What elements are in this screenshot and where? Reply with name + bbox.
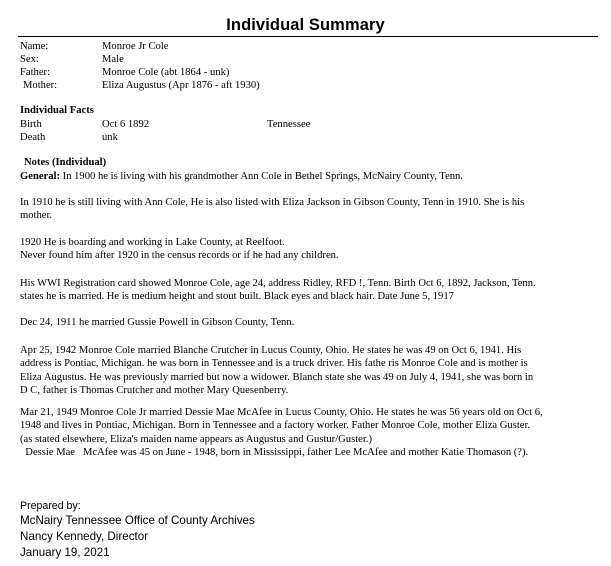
note-line: Eliza Augustus. He was previously married but now a widower. Blanch state she was 49 on July 4, 1941, she was born in bbox=[20, 371, 534, 383]
note-line: mother. bbox=[20, 210, 53, 222]
sex-value: Male bbox=[102, 54, 124, 65]
note-line: states he is married. He is medium height and stout built. Black eyes and black hair. Date June 5, 1917 bbox=[20, 291, 454, 303]
birth-row bbox=[0, 118, 611, 132]
note-line: address is Pontiac, Michigan. he was born in Tennessee and is a truck driver. His fathe ris Monroe Cole and is mother is bbox=[20, 358, 528, 370]
note-1911-marriage bbox=[20, 316, 592, 329]
note-line: Dessie Mae McAfee was 45 on June - 1948, born in Mississippi, father Lee McAfee and mother Katie Thomason (?). bbox=[20, 447, 529, 459]
note-1920 bbox=[20, 236, 592, 263]
birth-date: Oct 6 1892 bbox=[102, 119, 150, 130]
note-line: 1920 He is boarding and working in Lake County, at Reelfoot. bbox=[20, 237, 285, 248]
note-line: Apr 25, 1942 Monroe Cole married Blanche Crutcher in Lucus County, Ohio. He states he was 49 on Oct 6, 1941. His bbox=[20, 345, 522, 356]
father-value: Monroe Cole (abt 1864 - unk) bbox=[102, 67, 230, 78]
note-text: In 1900 he is living with his grandmother Ann Cole in Bethel Springs, McNairy County, Tenn. bbox=[60, 171, 463, 182]
birth-label: Birth bbox=[20, 119, 42, 130]
father-row bbox=[0, 66, 611, 80]
mother-label: Mother: bbox=[23, 80, 58, 91]
note-line: Dec 24, 1911 he married Gussie Powell in Gibson County, Tenn. bbox=[20, 317, 295, 328]
general-label: General: bbox=[20, 171, 61, 182]
name-row bbox=[0, 40, 611, 54]
father-label: Father: bbox=[20, 67, 51, 78]
notes-heading: Notes (Individual) bbox=[24, 157, 107, 168]
note-general bbox=[20, 170, 592, 183]
prepared-by-label: Prepared by: bbox=[20, 500, 81, 512]
sex-row bbox=[0, 53, 611, 67]
sex-label: Sex: bbox=[20, 54, 39, 65]
title-underline bbox=[18, 36, 598, 37]
note-1942-marriage bbox=[20, 344, 592, 398]
birth-place: Tennessee bbox=[267, 119, 311, 130]
note-line: Mar 21, 1949 Monroe Cole Jr married Dessie Mae McAfee in Lucus County, Ohio. He states he was 56 years old on Oct 6, bbox=[20, 407, 543, 418]
name-value: Monroe Jr Cole bbox=[102, 41, 169, 52]
note-line: (as stated elsewhere, Eliza's maiden name appears as Augustus and Gustur/Guster.) bbox=[20, 433, 372, 445]
note-line bbox=[20, 170, 592, 183]
death-date: unk bbox=[102, 132, 118, 143]
note-1949-marriage bbox=[20, 406, 592, 460]
office-name: McNairy Tennessee Office of County Archives bbox=[20, 514, 255, 527]
note-line: D C, father is Thomas Crutcher and mother Mary Quesenberry. bbox=[20, 385, 289, 397]
name-label: Name: bbox=[20, 41, 49, 52]
note-line: His WWI Registration card showed Monroe Cole, age 24, address Ridley, RFD !, Tenn. Birth Oct 6, 1892, Jackson, Tenn. bbox=[20, 278, 536, 289]
prepared-date: January 19, 2021 bbox=[20, 546, 110, 559]
mother-value: Eliza Augustus (Apr 1876 - aft 1930) bbox=[102, 80, 260, 91]
death-label: Death bbox=[20, 132, 46, 143]
note-line: 1948 and lives in Pontiac, Michigan. Born in Tennessee and a factory worker. Father Monroe Cole, mother Eliza Guster. bbox=[20, 420, 531, 432]
death-row bbox=[0, 131, 611, 145]
note-line: Never found him after 1920 in the census records or if he had any children. bbox=[20, 250, 339, 262]
mother-row bbox=[0, 79, 611, 93]
note-line: In 1910 he is still living with Ann Cole, He is also listed with Eliza Jackson in Gibson County, Tenn in 1910. She is his bbox=[20, 197, 525, 208]
facts-heading: Individual Facts bbox=[20, 105, 94, 116]
note-wwi bbox=[20, 277, 592, 304]
document-title: Individual Summary bbox=[226, 16, 385, 34]
note-1910 bbox=[20, 196, 592, 223]
director-name: Nancy Kennedy, Director bbox=[20, 530, 149, 543]
